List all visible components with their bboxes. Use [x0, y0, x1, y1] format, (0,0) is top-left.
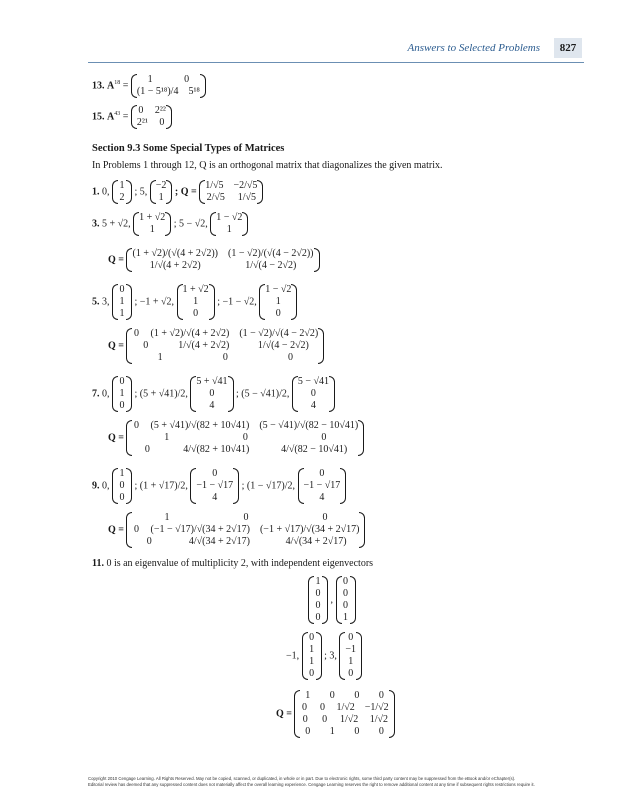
- eigenvector: [150, 180, 173, 204]
- matrix-cell: 1: [119, 180, 125, 191]
- matrix-cell: 0: [343, 588, 348, 599]
- matrix-cell: 4: [212, 492, 218, 503]
- eigenvalue: 0,: [102, 388, 110, 400]
- problem-15: [92, 105, 172, 129]
- matrix-cell: 0: [305, 726, 311, 737]
- matrix-cell: 1: [157, 352, 163, 363]
- answer-matrix: [131, 74, 206, 98]
- problem-11-q: [276, 690, 395, 738]
- matrix-cell: 1: [193, 296, 199, 307]
- matrix-cell: 1 + √2: [139, 212, 166, 223]
- matrix-cell: 0: [378, 690, 384, 701]
- matrix-cell: 0: [159, 117, 165, 128]
- matrix-cell: 0: [288, 352, 294, 363]
- footer-line: Editorial review has deemed that any suppressed content does not materially affect the overall learning experience. Cengage Learning reserves the right to remove additional content at any time if subsequent rights restrictions require it.: [88, 782, 535, 787]
- q-matrix: [294, 690, 394, 738]
- matrix-cell: (−1 + √17)/√(34 + 2√17): [259, 524, 360, 535]
- matrix-cell: 1 − √2: [216, 212, 243, 223]
- separator: ,: [330, 594, 333, 606]
- matrix-cell: 0: [119, 480, 125, 491]
- section-intro: In Problems 1 through 12, Q is an orthogonal matrix that diagonalizes the given matrix.: [92, 160, 443, 171]
- problem-number: 13.: [92, 80, 105, 92]
- matrix-cell: −1 − √17: [196, 480, 234, 491]
- eigenvector: [112, 468, 132, 504]
- matrix-cell: 0: [193, 308, 199, 319]
- header-rule: [88, 62, 584, 63]
- matrix-cell: 0: [133, 524, 139, 535]
- eigenvalue: ; 5 − √2,: [173, 218, 208, 230]
- problem-11: [92, 558, 373, 570]
- eigenvector: [336, 576, 356, 624]
- matrix-cell: 0: [319, 468, 325, 479]
- eigenvector: [190, 468, 239, 504]
- matrix-cell: 1/√(4 + 2√2): [178, 340, 230, 351]
- problem-number: 7.: [92, 388, 100, 400]
- page-number: 827: [554, 38, 582, 58]
- q-label: Q =: [276, 708, 292, 720]
- matrix-cell: 0: [119, 492, 125, 503]
- matrix-cell: 0: [184, 74, 190, 85]
- q-matrix: [126, 328, 324, 364]
- problem-5: [92, 284, 297, 320]
- matrix-cell: 0: [343, 576, 348, 587]
- eigenvector: [302, 632, 322, 680]
- q-matrix: [126, 420, 364, 456]
- matrix-cell: 0: [321, 432, 327, 443]
- exponent: 43: [114, 110, 121, 117]
- matrix-cell: 5 − √41: [297, 376, 329, 387]
- eigenvalue: ; (1 + √17)/2,: [134, 480, 188, 492]
- q-matrix: [199, 180, 263, 204]
- matrix-symbol: A: [107, 111, 115, 123]
- matrix-cell: 0: [315, 600, 321, 611]
- matrix-cell: 1: [309, 656, 315, 667]
- q-label: Q =: [108, 524, 124, 536]
- matrix-cell: 0: [322, 512, 328, 523]
- matrix-cell: 0: [378, 726, 384, 737]
- eigenvalue: ; −1 + √2,: [134, 296, 175, 308]
- q-label: ; Q =: [174, 186, 197, 198]
- eigenvector: [177, 284, 215, 320]
- matrix-cell: 1/√2: [369, 714, 388, 725]
- matrix-cell: 1/√2: [340, 714, 359, 725]
- matrix-cell: 0: [133, 420, 139, 431]
- problem-number: 5.: [92, 296, 100, 308]
- eigenvector: [112, 180, 132, 204]
- matrix-cell: (1 − 5¹⁸)/4: [136, 86, 179, 97]
- matrix-cell: 0: [222, 352, 228, 363]
- eigenvalue: −1,: [286, 650, 300, 662]
- matrix-cell: 1/√5: [205, 180, 224, 191]
- eigenvector: [133, 212, 171, 236]
- matrix-cell: 4/√(34 + 2√17): [188, 536, 250, 547]
- eigenvector: [190, 376, 233, 412]
- matrix-cell: 0: [329, 690, 335, 701]
- matrix-cell: −1 − √17: [303, 480, 341, 491]
- problem-number: 15.: [92, 111, 105, 123]
- matrix-cell: 0: [243, 512, 249, 523]
- eigenvalue: ; 3,: [324, 650, 337, 662]
- problem-5-q: [108, 328, 324, 364]
- problem-number: 3.: [92, 218, 100, 230]
- matrix-cell: 0: [119, 284, 125, 295]
- matrix-cell: 0: [302, 714, 308, 725]
- matrix-cell: −1/√2: [364, 702, 389, 713]
- eigenvalue: 0,: [102, 186, 110, 198]
- eigenvalue: 5 + √2,: [102, 218, 131, 230]
- problem-11-null-vectors: [308, 576, 356, 624]
- problem-9: [92, 468, 346, 504]
- matrix-cell: 4: [209, 400, 215, 411]
- matrix-cell: 0: [119, 400, 125, 411]
- matrix-cell: 1: [147, 74, 153, 85]
- matrix-cell: (−1 − √17)/√(34 + 2√17): [150, 524, 250, 535]
- matrix-cell: 0: [275, 308, 281, 319]
- eigenvalue: ; (1 − √17)/2,: [241, 480, 295, 492]
- matrix-cell: 2²¹: [136, 117, 148, 128]
- matrix-cell: 0: [143, 340, 149, 351]
- matrix-cell: 1 + √2: [182, 284, 209, 295]
- running-header-title: Answers to Selected Problems: [407, 42, 540, 54]
- matrix-cell: 0: [301, 702, 307, 713]
- problem-7: [92, 376, 335, 412]
- matrix-cell: 1: [119, 296, 125, 307]
- problem-number: 1.: [92, 186, 100, 198]
- problem-1: [92, 180, 263, 204]
- matrix-cell: 0: [322, 714, 328, 725]
- matrix-cell: 1: [119, 308, 125, 319]
- eigenvalue: 0,: [102, 480, 110, 492]
- matrix-cell: 4/√(34 + 2√17): [285, 536, 347, 547]
- exponent: 18: [114, 79, 121, 86]
- matrix-cell: 1: [158, 192, 164, 203]
- eigenvector: [112, 376, 132, 412]
- matrix-cell: 0: [343, 600, 348, 611]
- matrix-cell: 1: [119, 388, 125, 399]
- problem-3: [92, 212, 248, 236]
- problem-number: 11.: [92, 558, 104, 569]
- matrix-cell: 0: [144, 444, 150, 455]
- matrix-cell: 0: [133, 328, 139, 339]
- matrix-cell: 0: [138, 105, 144, 116]
- eigenvector: [308, 576, 328, 624]
- matrix-cell: 1/√2: [336, 702, 355, 713]
- matrix-cell: −2: [155, 180, 167, 191]
- matrix-cell: 0: [348, 632, 354, 643]
- matrix-cell: 4: [319, 492, 325, 503]
- q-label: Q =: [108, 432, 124, 444]
- matrix-cell: −2/√5: [233, 180, 258, 191]
- problem-11-other-vectors: [286, 632, 362, 680]
- q-label: Q =: [108, 254, 124, 266]
- section-heading: Section 9.3 Some Special Types of Matrices: [92, 143, 285, 154]
- eigenvalue: 3,: [102, 296, 110, 308]
- eigenvalue: ; −1 − √2,: [217, 296, 257, 308]
- matrix-cell: 2/√5: [206, 192, 225, 203]
- matrix-cell: 0: [209, 388, 215, 399]
- problem-7-q: [108, 420, 364, 456]
- matrix-cell: (1 + √2)/(√(4 + 2√2)): [132, 248, 218, 259]
- problem-3-q: [108, 248, 320, 272]
- problem-number: 9.: [92, 480, 100, 492]
- matrix-cell: 0: [309, 668, 315, 679]
- matrix-cell: (1 − √2)/(√(4 − 2√2)): [228, 248, 314, 259]
- matrix-cell: (5 − √41)/√(82 − 10√41): [259, 420, 359, 431]
- footer-line: Copyright 2010 Cengage Learning. All Rights Reserved. May not be copied, scanned, or duplicated, in whole or in part. Due to electronic rights, some third party content may be suppressed from the eBook and/or eChapter(s).: [88, 776, 516, 781]
- matrix-cell: 0: [315, 588, 321, 599]
- eigenvector: [210, 212, 248, 236]
- matrix-cell: 0: [242, 432, 248, 443]
- matrix-cell: 2: [119, 192, 125, 203]
- eigenvector: [298, 468, 347, 504]
- matrix-cell: 0: [354, 726, 360, 737]
- matrix-cell: 4: [310, 400, 316, 411]
- matrix-cell: 1: [315, 576, 321, 587]
- equals: =: [120, 111, 131, 123]
- matrix-cell: 1: [149, 224, 155, 235]
- matrix-cell: 1: [164, 432, 170, 443]
- matrix-cell: 1: [164, 512, 170, 523]
- equals: =: [120, 80, 131, 92]
- problem-9-q: [108, 512, 365, 548]
- eigenvector: [339, 632, 362, 680]
- matrix-cell: 1: [119, 468, 125, 479]
- eigenvector: [292, 376, 335, 412]
- q-matrix: [126, 248, 319, 272]
- eigenvalue: ; 5,: [134, 186, 148, 198]
- matrix-cell: 0: [146, 536, 152, 547]
- matrix-cell: 0: [348, 668, 354, 679]
- problem-text: 0 is an eigenvalue of multiplicity 2, with independent eigenvectors: [106, 558, 374, 569]
- matrix-cell: 1/√(4 − 2√2): [245, 260, 297, 271]
- q-label: Q =: [108, 340, 124, 352]
- copyright-footer: [88, 776, 578, 788]
- matrix-cell: (5 + √41)/√(82 + 10√41): [150, 420, 250, 431]
- matrix-cell: 0: [309, 632, 315, 643]
- problem-13: [92, 74, 206, 98]
- eigenvector: [259, 284, 297, 320]
- matrix-cell: 5 + √41: [196, 376, 228, 387]
- q-matrix: [126, 512, 365, 548]
- matrix-cell: 5¹⁸: [188, 86, 200, 97]
- eigenvalue: ; (5 − √41)/2,: [236, 388, 290, 400]
- matrix-cell: 0: [212, 468, 218, 479]
- matrix-cell: 1: [275, 296, 281, 307]
- matrix-cell: (1 − √2)/√(4 − 2√2): [239, 328, 319, 339]
- matrix-cell: 0: [319, 702, 325, 713]
- matrix-cell: 4/√(82 − 10√41): [281, 444, 348, 455]
- matrix-cell: 1 − √2: [265, 284, 292, 295]
- eigenvector: [112, 284, 132, 320]
- matrix-cell: 1: [305, 690, 311, 701]
- matrix-cell: 1: [343, 612, 348, 623]
- answer-matrix: [131, 105, 172, 129]
- eigenvalue: ; (5 + √41)/2,: [134, 388, 188, 400]
- matrix-cell: 0: [315, 612, 321, 623]
- matrix-cell: 1/√(4 − 2√2): [257, 340, 309, 351]
- matrix-cell: −1: [345, 644, 357, 655]
- matrix-cell: 0: [354, 690, 360, 701]
- matrix-cell: 1: [329, 726, 335, 737]
- matrix-cell: (1 + √2)/√(4 + 2√2): [150, 328, 230, 339]
- matrix-cell: 2²²: [154, 105, 166, 116]
- matrix-cell: 1/√(4 + 2√2): [149, 260, 201, 271]
- matrix-cell: 1: [348, 656, 354, 667]
- matrix-cell: 1: [226, 224, 232, 235]
- matrix-cell: 0: [310, 388, 316, 399]
- matrix-symbol: A: [107, 80, 115, 92]
- matrix-cell: 0: [119, 376, 125, 387]
- matrix-cell: 4/√(82 + 10√41): [183, 444, 250, 455]
- matrix-cell: 1/√5: [237, 192, 257, 203]
- matrix-cell: 1: [309, 644, 315, 655]
